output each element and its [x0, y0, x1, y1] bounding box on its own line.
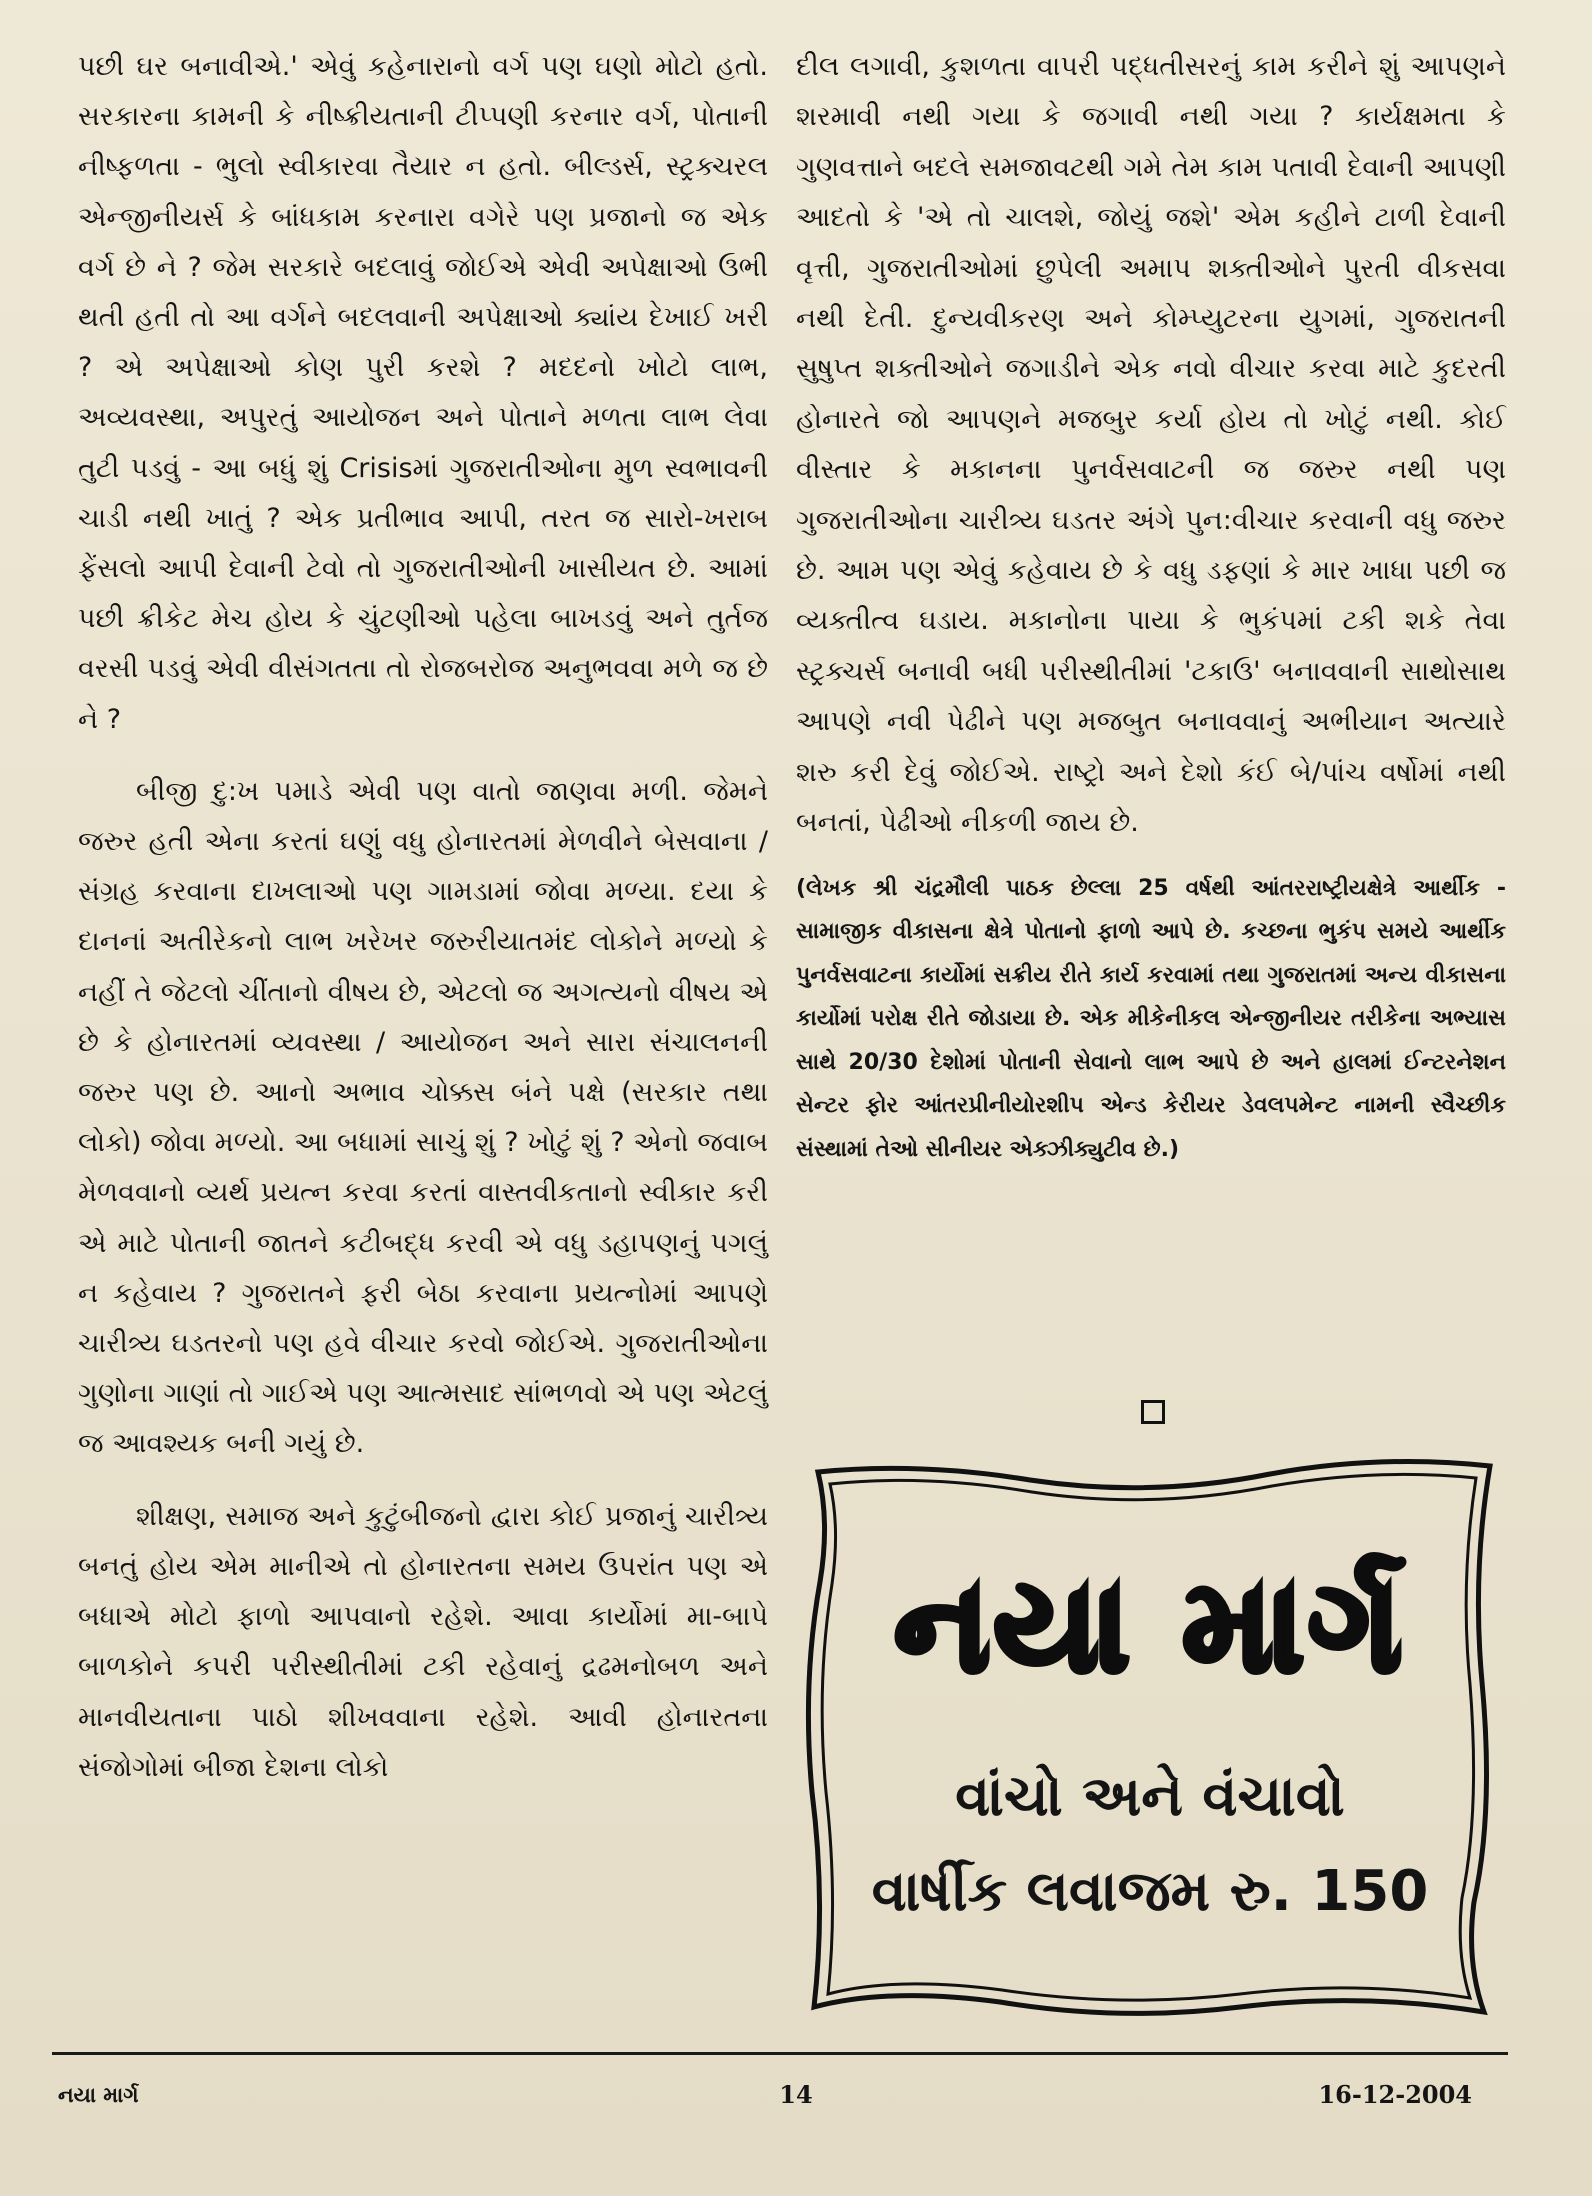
author-note: (લેખક શ્રી ચંદ્રમૌલી પાઠક છેલ્લા 25 વર્ષથી આંતરરાષ્ટ્રીયક્ષેત્રે આર્થીક - સામાજીક વીકાસના ક્ષેત્રે પોતાનો ફાળો આપે છે. કચ્છના ભુકંપ સમયે આર્થીક પુનર્વસવાટના કાર્યોમાં સક્રીય રીતે કાર્ય કરવામાં તથા ગુજરાતમાં અન્ય વીકાસના કાર્યોમાં પરોક્ષ રીતે જોડાયા છે. એક મીકેનીકલ એન્જીનીયર તરીકેના અભ્યાસ સાથે 20/30 દેશોમાં પોતાની સેવાનો લાભ આપે છે અને હાલમાં ઈન્ટરનેશન સેન્ટર ફોર આંતરપ્રીનીયોરશીપ એન્ડ કેરીયર ડેવલપમેન્ટ નામની સ્વૈચ્છીક સંસ્થામાં તેઓ સીનીયર એક્ઝીક્યુટીવ છે.)	[796, 875, 1506, 1163]
article-paragraph-4: દીલ લગાવી, કુશળતા વાપરી પદ્ધતીસરનું કામ કરીને શું આપણને શરમાવી નથી ગયા કે જગાવી નથી ગયા ? કાર્યક્ષમતા કે ગુણવત્તાને બદલે સમજાવટથી ગમે તેમ કામ પતાવી દેવાની આપણી આદતો કે 'એ તો ચાલશે, જોયું જશે' એમ કહીને ટાળી દેવાની વૃત્તી, ગુજરાતીઓમાં છુપેલી અમાપ શક્તીઓને પુરતી વીકસવા નથી દેતી. દુન્યવીકરણ અને કોમ્પ્યુટરના યુગમાં, ગુજરાતની સુષુપ્ત શક્તીઓને જગાડીને એક નવો વીચાર કરવા માટે કુદરતી હોનારતે જો આપણને મજબુર કર્યા હોય તો ખોટું નથી. કોઈ વીસ્તાર કે મકાનના પુનર્વસવાટની જ જરુર નથી પણ ગુજરાતીઓના ચારીત્ર્ય ઘડતર અંગે પુન:વીચાર કરવાની વધુ જરુર છે. આમ પણ એવું કહેવાય છે કે વધુ ડફણાં કે માર ખાધા પછી જ વ્યક્તીત્વ ઘડાય. મકાનોના પાયા કે ભુકંપમાં ટકી શકે તેવા સ્ટ્રક્ચર્સ બનાવી બધી પરીસ્થીતીમાં 'ટકાઉ' બનાવવાની સાથોસાથ આપણે નવી પેઢીને પણ મજબુત બનાવવાનું અભીયાન અત્યારે શરુ કરી દેવું જોઈએ. રાષ્ટ્રો અને દેશો કંઈ બે/પાંચ વર્ષોમાં નથી બનતાં, પેઢીઓ નીકળી જાય છે.	[796, 51, 1506, 839]
ad-subscription-price: વાર્ષીક લવાજમ રુ. 150	[871, 1859, 1429, 1924]
footer-divider	[52, 2052, 1508, 2055]
issue-date: 16-12-2004	[1318, 2080, 1472, 2109]
subscription-ad-box	[800, 1432, 1500, 2020]
footer-publication-name: નયા માર્ગ	[58, 2083, 139, 2107]
end-mark-square-icon	[1141, 1400, 1165, 1424]
article-paragraph-3: શીક્ષણ, સમાજ અને કુટુંબીજનો દ્વારા કોઈ પ્રજાનું ચારીત્ર્ય બનતું હોય એમ માનીએ તો હોનારતના સમય ઉપરાંત પણ એ બધાએ મોટો ફાળો આપવાનો રહેશે. આવા કાર્યોમાં મા-બાપે બાળકોને કપરી પરીસ્થીતીમાં ટકી રહેવાનું દ્રઢમનોબળ અને માનવીયતાના પાઠો શીખવવાના રહેશે. આવી હોનારતના સંજોગોમાં બીજા દેશના લોકો	[78, 1500, 768, 1783]
right-column	[796, 42, 1506, 1172]
left-column	[78, 42, 768, 1793]
ad-tagline: વાંચો અને વંચાવો	[955, 1764, 1345, 1829]
page-number: 14	[779, 2080, 813, 2109]
article-paragraph-2: બીજી દુ:ખ પમાડે એવી પણ વાતો જાણવા મળી. જેમને જરુર હતી એના કરતાં ઘણું વધુ હોનારતમાં મેળવીને બેસવાના / સંગ્રહ કરવાના દાખલાઓ પણ ગામડામાં જોવા મળ્યા. દયા કે દાનનાં અતીરેકનો લાભ ખરેખર જરુરીયાતમંદ લોકોને મળ્યો કે નહીં તે જેટલો ચીંતાનો વીષય છે, એટલો જ અગત્યનો વીષય એ છે કે હોનારતમાં વ્યવસ્થા / આયોજન અને સારા સંચાલનની જરુર પણ છે. આનો અભાવ ચોક્કસ બંને પક્ષે (સરકાર તથા લોકો) જોવા મળ્યો. આ બધામાં સાચું શું ? ખોટું શું ? એનો જવાબ મેળવવાનો વ્યર્થ પ્રયત્ન કરવા કરતાં વાસ્તવીકતાનો સ્વીકાર કરી એ માટે પોતાની જાતને કટીબદ્ધ કરવી એ વધુ ડહાપણનું પગલું ન કહેવાય ? ગુજરાતને ફરી બેઠા કરવાના પ્રયત્નોમાં આપણે ચારીત્ર્ય ઘડતરનો પણ હવે વીચાર કરવો જોઈએ. ગુજરાતીઓના ગુણોના ગાણાં તો ગાઈએ પણ આત્મસાદ સાંભળવો એ પણ એટલું જ આવશ્યક બની ગયું છે.	[78, 775, 768, 1460]
magazine-title: નયા માર્ગ	[894, 1552, 1406, 1701]
article-paragraph-1: પછી ઘર બનાવીએ.' એવું કહેનારાનો વર્ગ પણ ઘણો મોટો હતો. સરકારના કામની કે નીષ્ક્રીયતાની ટીપ્પણી કરનાર વર્ગ, પોતાની નીષ્ફળતા - ભુલો સ્વીકારવા તૈયાર ન હતો. બીલ્ડર્સ, સ્ટ્રક્ચરલ એન્જીનીયર્સ કે બાંધકામ કરનારા વગેરે પણ પ્રજાનો જ એક વર્ગ છે ને ? જેમ સરકારે બદલાવું જોઈએ એવી અપેક્ષાઓ ઉભી થતી હતી તો આ વર્ગને બદલવાની અપેક્ષાઓ ક્યાંય દેખાઈ ખરી ? એ અપેક્ષાઓ કોણ પુરી કરશે ? મદદનો ખોટો લાભ, અવ્યવસ્થા, અપુરતું આયોજન અને પોતાને મળતા લાભ લેવા તુટી પડવું - આ બધું શું Crisisમાં ગુજરાતીઓના મુળ સ્વભાવની ચાડી નથી ખાતું ? એક પ્રતીભાવ આપી, તરત જ સારો-ખરાબ ફેંસલો આપી દેવાની ટેવો તો ગુજરાતીઓની ખાસીયત છે. આમાં પછી ક્રીકેટ મેચ હોય કે ચુંટણીઓ પહેલા બાખડવું અને તુર્તજ વરસી પડવું એવી વીસંગતતા તો રોજબરોજ અનુભવવા મળે જ છે ને ?	[78, 51, 768, 735]
